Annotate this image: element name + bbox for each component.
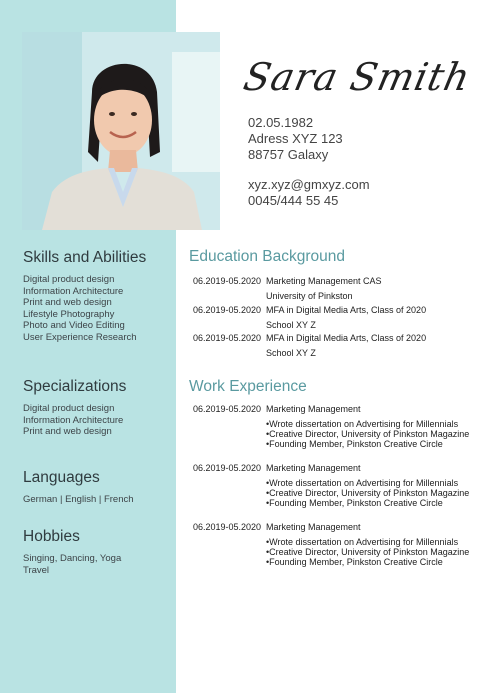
education-school: School XY Z [266, 320, 316, 330]
birthdate: 02.05.1982 [248, 115, 314, 130]
experience-role: Marketing Management [266, 463, 361, 473]
education-date: 06.2019-05.2020 [193, 305, 262, 315]
education-degree: MFA in Digital Media Arts, Class of 2020 [266, 333, 427, 343]
hobbies-title: Hobbies [23, 528, 80, 545]
experience-bullet: •Creative Director, University of Pinkston Magazine [266, 429, 470, 439]
hobby-item: Travel [23, 564, 50, 576]
address-line-1: Adress XYZ 123 [248, 131, 343, 146]
education-date: 06.2019-05.2020 [193, 333, 262, 343]
skill-item: Lifestyle Photography [23, 308, 115, 320]
experience-bullet: •Creative Director, University of Pinkston Magazine [266, 547, 470, 557]
experience-bullet: •Wrote dissertation on Advertising for Millennials [266, 419, 459, 429]
experience-role: Marketing Management [266, 522, 361, 532]
hobby-item: Singing, Dancing, Yoga [23, 553, 122, 564]
experience-bullet: •Wrote dissertation on Advertising for Millennials [266, 478, 459, 488]
languages-title: Languages [23, 469, 100, 486]
experience-date: 06.2019-05.2020 [193, 463, 262, 473]
hobbies-section [23, 528, 173, 576]
experience-date: 06.2019-05.2020 [193, 522, 262, 532]
skill-item: User Experience Research [23, 331, 137, 343]
experience-bullet: •Creative Director, University of Pinkston Magazine [266, 488, 470, 498]
email: xyz.xyz@gmxyz.com [248, 177, 370, 192]
education-title: Education Background [189, 248, 345, 265]
experience-role: Marketing Management [266, 404, 361, 414]
address-line-2: 88757 Galaxy [248, 147, 329, 162]
name-signature: Sara Smith [239, 55, 475, 99]
skills-title: Skills and Abilities [23, 249, 147, 266]
specializations-section [23, 378, 173, 438]
specialization-item: Print and web design [23, 426, 112, 437]
profile-photo [22, 32, 220, 230]
languages-list: German | English | French [23, 494, 134, 505]
specializations-title: Specializations [23, 378, 127, 395]
skills-section [23, 249, 173, 343]
education-date: 06.2019-05.2020 [193, 276, 262, 286]
languages-section [23, 469, 173, 506]
experience-date: 06.2019-05.2020 [193, 404, 262, 414]
experience-title: Work Experience [189, 378, 307, 395]
skill-item: Print and web design [23, 297, 112, 308]
skill-item: Photo and Video Editing [23, 320, 125, 331]
experience-bullet: •Wrote dissertation on Advertising for Millennials [266, 537, 459, 547]
specialization-item: Information Architecture [23, 414, 124, 426]
experience-bullet: •Founding Member, Pinkston Creative Circle [266, 498, 443, 508]
phone: 0045/444 55 45 [248, 193, 339, 208]
specialization-item: Digital product design [23, 403, 115, 414]
education-school: School XY Z [266, 348, 316, 358]
education-degree: MFA in Digital Media Arts, Class of 2020 [266, 305, 427, 315]
education-school: University of Pinkston [266, 291, 353, 301]
experience-bullet: •Founding Member, Pinkston Creative Circle [266, 557, 443, 567]
experience-bullet: •Founding Member, Pinkston Creative Circle [266, 439, 443, 449]
education-degree: Marketing Management CAS [266, 276, 382, 286]
skill-item: Digital product design [23, 274, 115, 285]
skill-item: Information Architecture [23, 285, 124, 297]
